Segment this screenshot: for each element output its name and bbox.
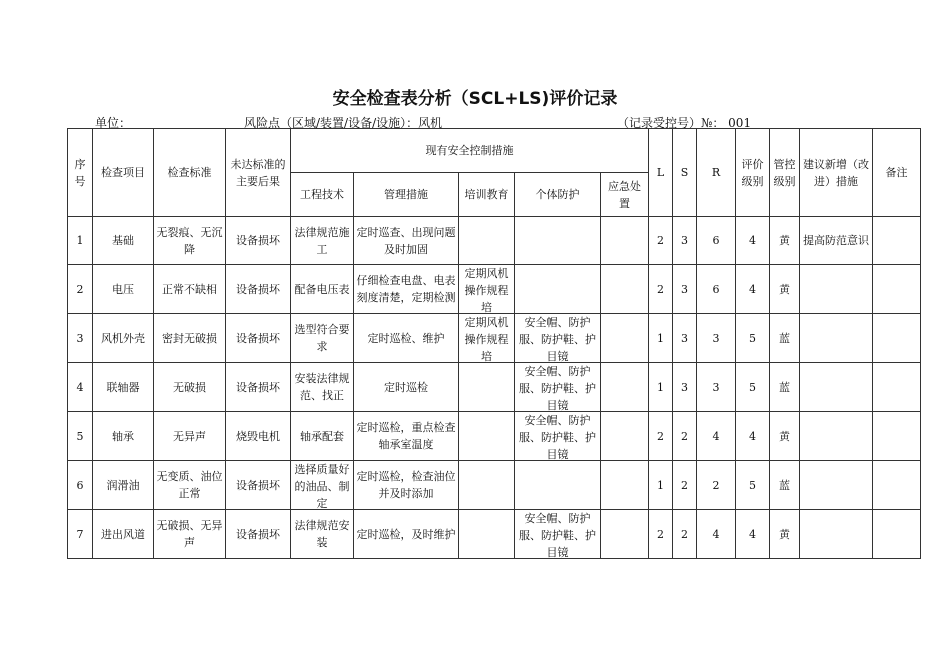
cell-item — [93, 265, 154, 314]
cell-emergency — [601, 510, 649, 559]
cell-item — [93, 314, 154, 363]
cell-emergency — [601, 314, 649, 363]
header-s: S — [673, 129, 697, 217]
cell-item — [93, 412, 154, 461]
cell-text: 烧毁电机 — [236, 429, 280, 443]
header-engineering: 工程技术 — [291, 173, 354, 217]
cell-text: 2 — [657, 234, 664, 247]
cell-text: 黄 — [779, 282, 790, 296]
cell-text: 3 — [681, 331, 688, 345]
cell-R — [697, 461, 736, 510]
cell-eval-level — [736, 265, 770, 314]
header-standard: 检查标准 — [154, 129, 226, 217]
header-management: 管理措施 — [354, 173, 459, 217]
cell-engineering — [291, 510, 354, 559]
cell-text: 风机外壳 — [101, 331, 145, 345]
cell-standard — [154, 265, 226, 314]
cell-control-level — [770, 314, 800, 363]
cell-training — [459, 510, 515, 559]
cell-ppe — [515, 265, 601, 314]
cell-text: 3 — [681, 380, 688, 394]
cell-remark — [873, 412, 921, 461]
cell-eval-level — [736, 363, 770, 412]
cell-seq — [68, 412, 93, 461]
cell-engineering — [291, 363, 354, 412]
cell-text: 法律规范安装 — [294, 519, 350, 549]
cell-suggestion — [800, 461, 873, 510]
cell-training — [459, 363, 515, 412]
header-consequence: 未达标准的主要后果 — [226, 129, 291, 217]
cell-item — [93, 363, 154, 412]
cell-ppe — [515, 412, 601, 461]
cell-ppe — [515, 510, 601, 559]
cell-text: 设备损坏 — [236, 527, 280, 541]
cell-standard — [154, 217, 226, 265]
table-body — [68, 217, 921, 559]
cell-text: 黄 — [779, 234, 790, 247]
cell-text: 1 — [657, 380, 664, 394]
cell-suggestion — [800, 363, 873, 412]
cell-remark — [873, 265, 921, 314]
cell-text: 4 — [749, 527, 756, 541]
header-r: R — [697, 129, 736, 217]
cell-training — [459, 217, 515, 265]
cell-eval-level — [736, 217, 770, 265]
cell-text: 3 — [76, 331, 84, 345]
cell-text: 2 — [681, 478, 688, 492]
cell-text: 无变质、油位正常 — [156, 470, 223, 500]
cell-emergency — [601, 363, 649, 412]
cell-text: 无裂痕、无沉降 — [156, 225, 223, 256]
cell-S — [673, 314, 697, 363]
cell-emergency — [601, 265, 649, 314]
cell-text: 定期风机操作规程培 — [464, 267, 509, 313]
cell-text: 2 — [657, 429, 664, 443]
unit-label: 单位： — [95, 116, 132, 130]
cell-emergency — [601, 217, 649, 265]
cell-eval-level — [736, 412, 770, 461]
cell-management — [354, 461, 459, 510]
cell-seq — [68, 314, 93, 363]
cell-text: 5 — [749, 380, 756, 394]
cell-text: 1 — [76, 234, 84, 247]
cell-L — [649, 314, 673, 363]
cell-standard — [154, 461, 226, 510]
cell-R — [697, 265, 736, 314]
cell-suggestion — [800, 314, 873, 363]
cell-text: 5 — [76, 429, 84, 443]
cell-consequence — [226, 412, 291, 461]
cell-training — [459, 265, 515, 314]
header-ppe: 个体防护 — [515, 173, 601, 217]
cell-text: 安全帽、防护服、防护鞋、护目镜 — [519, 365, 596, 411]
cell-text: 设备损坏 — [236, 234, 280, 247]
cell-text: 蓝 — [779, 478, 790, 492]
cell-suggestion — [800, 265, 873, 314]
cell-control-level — [770, 461, 800, 510]
cell-text: 定时巡检 — [384, 380, 428, 394]
cell-text: 安全帽、防护服、防护鞋、护目镜 — [519, 414, 596, 460]
cell-remark — [873, 461, 921, 510]
cell-S — [673, 363, 697, 412]
cell-text: 2 — [657, 527, 664, 541]
cell-R — [697, 412, 736, 461]
cell-control-level — [770, 510, 800, 559]
cell-text: 4 — [76, 380, 84, 394]
cell-text: 无异声 — [173, 429, 206, 443]
header-seq: 序号 — [68, 129, 93, 217]
cell-text: 基础 — [112, 234, 134, 247]
table-row — [68, 412, 921, 461]
cell-text: 无破损、无异声 — [156, 519, 223, 549]
cell-S — [673, 265, 697, 314]
cell-ppe — [515, 461, 601, 510]
cell-text: 5 — [749, 478, 756, 492]
cell-management — [354, 314, 459, 363]
cell-consequence — [226, 265, 291, 314]
cell-training — [459, 412, 515, 461]
cell-text: 定时巡检、维护 — [367, 331, 445, 345]
cell-control-level — [770, 265, 800, 314]
cell-text: 选型符合要求 — [294, 323, 350, 353]
cell-eval-level — [736, 510, 770, 559]
cell-suggestion — [800, 510, 873, 559]
cell-text: 6 — [76, 478, 84, 492]
cell-training — [459, 461, 515, 510]
cell-text: 仔细检查电盘、电表刻度清楚，定期检测 — [356, 274, 456, 304]
risk-point-label: 风险点（区域/装置/设备/设施）：风机 — [244, 116, 443, 130]
cell-seq — [68, 461, 93, 510]
cell-engineering — [291, 265, 354, 314]
cell-text: 2 — [657, 282, 664, 296]
cell-seq — [68, 363, 93, 412]
cell-engineering — [291, 217, 354, 265]
cell-engineering — [291, 461, 354, 510]
cell-R — [697, 363, 736, 412]
cell-management — [354, 412, 459, 461]
cell-text: 轴承 — [112, 429, 134, 443]
cell-L — [649, 363, 673, 412]
cell-text: 2 — [76, 282, 84, 296]
cell-ppe — [515, 217, 601, 265]
cell-text: 定时巡查、出现问题及时加固 — [356, 225, 456, 256]
cell-text: 设备损坏 — [236, 380, 280, 394]
cell-text: 定时巡检，及时维护 — [356, 527, 456, 541]
cell-text: 配备电压表 — [294, 282, 350, 296]
cell-seq — [68, 217, 93, 265]
cell-suggestion — [800, 217, 873, 265]
cell-text: 电压 — [112, 282, 134, 296]
cell-text: 2 — [681, 527, 688, 541]
header-row-1 — [68, 129, 921, 173]
cell-text: 进出风道 — [101, 527, 145, 541]
cell-ppe — [515, 363, 601, 412]
cell-item — [93, 461, 154, 510]
cell-text: 定时巡检，重点检查轴承室温度 — [356, 421, 456, 451]
cell-text: 2 — [712, 478, 720, 492]
cell-L — [649, 510, 673, 559]
cell-text: 定时巡检，检查油位并及时添加 — [356, 470, 456, 500]
cell-text: 1 — [657, 478, 664, 492]
cell-control-level — [770, 217, 800, 265]
cell-text: 3 — [681, 234, 688, 247]
cell-suggestion — [800, 412, 873, 461]
cell-text: 1 — [657, 331, 664, 345]
cell-text: 联轴器 — [106, 380, 140, 394]
cell-text: 安装法律规范、找正 — [294, 372, 350, 402]
cell-text: 安全帽、防护服、防护鞋、护目镜 — [519, 316, 596, 362]
cell-consequence — [226, 314, 291, 363]
cell-text: 蓝 — [779, 380, 790, 394]
cell-management — [354, 363, 459, 412]
cell-seq — [68, 265, 93, 314]
table-row — [68, 363, 921, 412]
cell-text: 无破损 — [173, 380, 206, 394]
cell-R — [697, 314, 736, 363]
cell-text: 3 — [681, 282, 688, 296]
cell-text: 4 — [712, 527, 720, 541]
cell-standard — [154, 363, 226, 412]
cell-training — [459, 314, 515, 363]
cell-management — [354, 265, 459, 314]
cell-text: 蓝 — [779, 331, 790, 345]
cell-S — [673, 461, 697, 510]
cell-text: 3 — [712, 331, 720, 345]
cell-text: 法律规范施工 — [294, 225, 350, 256]
cell-L — [649, 461, 673, 510]
header-control-level: 管控级别 — [770, 129, 800, 217]
cell-emergency — [601, 412, 649, 461]
cell-emergency — [601, 461, 649, 510]
cell-L — [649, 412, 673, 461]
cell-text: 4 — [749, 429, 756, 443]
cell-text: 轴承配套 — [300, 429, 344, 443]
cell-item — [93, 217, 154, 265]
cell-text: 选择质量好的油品、制定 — [294, 463, 350, 509]
cell-engineering — [291, 314, 354, 363]
header-training: 培训教育 — [459, 173, 515, 217]
cell-text: 黄 — [779, 527, 790, 541]
cell-seq — [68, 510, 93, 559]
table-row — [68, 461, 921, 510]
cell-text: 3 — [712, 380, 720, 394]
header-eval-level: 评价级别 — [736, 129, 770, 217]
table-row — [68, 314, 921, 363]
page-title: 安全检查表分析（SCL+LS)评价记录 — [332, 89, 618, 109]
cell-R — [697, 217, 736, 265]
header-l: L — [649, 129, 673, 217]
cell-standard — [154, 510, 226, 559]
cell-S — [673, 412, 697, 461]
cell-engineering — [291, 412, 354, 461]
cell-consequence — [226, 217, 291, 265]
cell-control-level — [770, 412, 800, 461]
cell-text: 设备损坏 — [236, 331, 280, 345]
cell-R — [697, 510, 736, 559]
cell-text: 黄 — [779, 429, 790, 443]
cell-L — [649, 265, 673, 314]
cell-text: 6 — [712, 234, 720, 247]
cell-text: 密封无破损 — [162, 331, 217, 345]
cell-remark — [873, 510, 921, 559]
cell-consequence — [226, 461, 291, 510]
cell-remark — [873, 363, 921, 412]
cell-item — [93, 510, 154, 559]
cell-text: 4 — [749, 282, 756, 296]
cell-text: 设备损坏 — [236, 478, 280, 492]
cell-standard — [154, 314, 226, 363]
record-number-label: （记录受控号）№： 001 — [617, 116, 752, 130]
header-item: 检查项目 — [93, 129, 154, 217]
header-suggestion: 建议新增（改进）措施 — [800, 129, 873, 217]
evaluation-table — [67, 128, 921, 559]
cell-text: 7 — [76, 527, 84, 541]
cell-eval-level — [736, 314, 770, 363]
table-row — [68, 265, 921, 314]
cell-standard — [154, 412, 226, 461]
cell-L — [649, 217, 673, 265]
cell-ppe — [515, 314, 601, 363]
cell-text: 安全帽、防护服、防护鞋、护目镜 — [519, 512, 596, 558]
cell-text: 提高防范意识 — [803, 234, 869, 247]
cell-S — [673, 510, 697, 559]
cell-remark — [873, 314, 921, 363]
cell-text: 4 — [749, 234, 756, 247]
cell-management — [354, 510, 459, 559]
cell-text: 设备损坏 — [236, 282, 280, 296]
table-row — [68, 217, 921, 265]
header-remark: 备注 — [873, 129, 921, 217]
cell-text: 润滑油 — [106, 478, 140, 492]
cell-consequence — [226, 363, 291, 412]
cell-text: 2 — [681, 429, 688, 443]
cell-control-level — [770, 363, 800, 412]
cell-text: 6 — [712, 282, 720, 296]
cell-consequence — [226, 510, 291, 559]
cell-S — [673, 217, 697, 265]
cell-remark — [873, 217, 921, 265]
cell-text: 4 — [712, 429, 720, 443]
cell-text: 定期风机操作规程培 — [464, 316, 509, 362]
header-measures-group: 现有安全控制措施 — [291, 129, 649, 173]
cell-text: 5 — [749, 331, 756, 345]
table-row — [68, 510, 921, 559]
cell-eval-level — [736, 461, 770, 510]
cell-management — [354, 217, 459, 265]
cell-text: 正常不缺相 — [162, 282, 217, 296]
header-emergency: 应急处置 — [601, 173, 649, 217]
